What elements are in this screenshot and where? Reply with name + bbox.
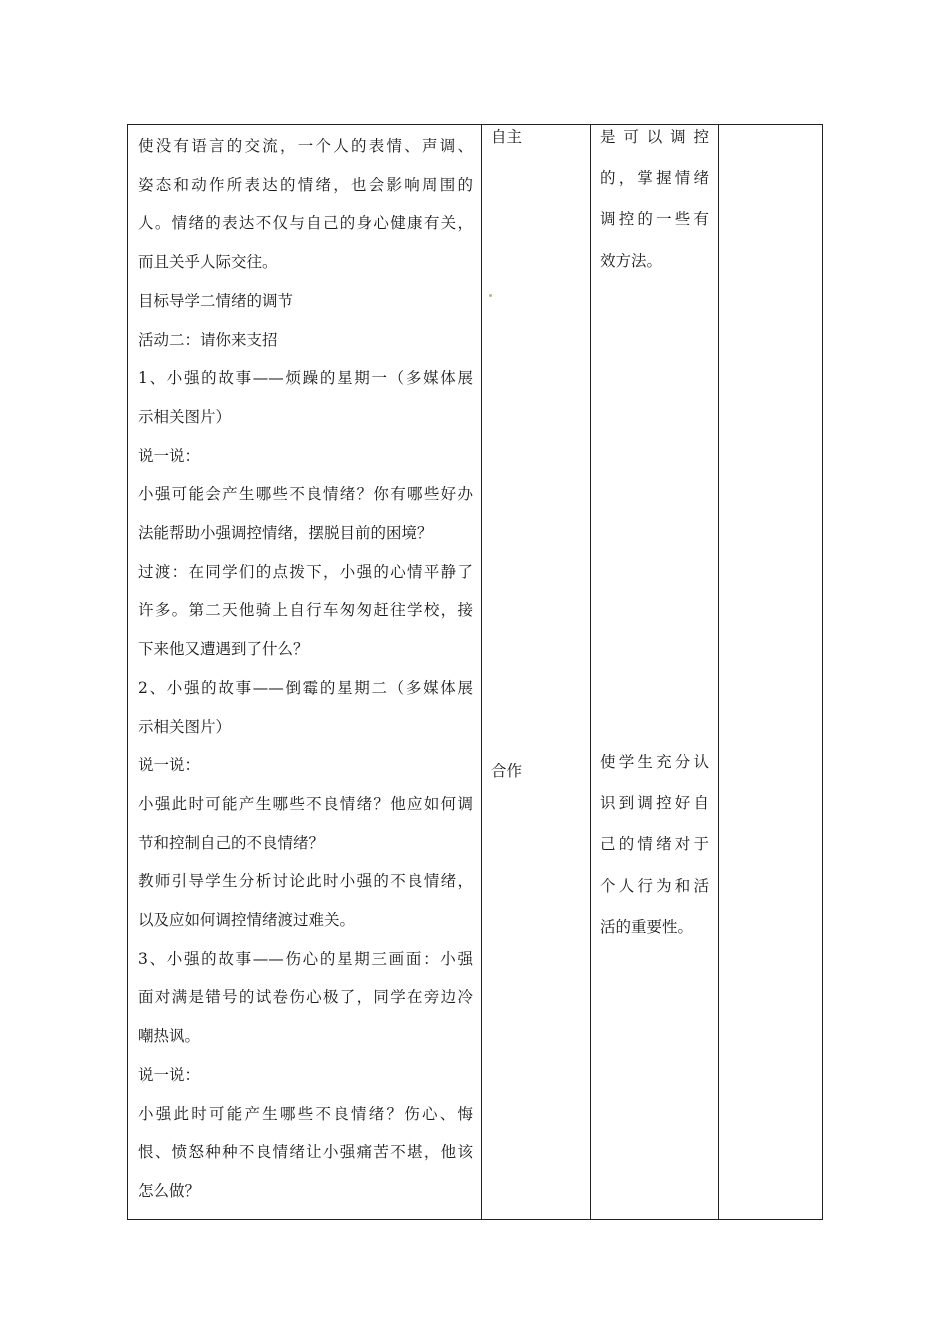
content-line: 教师引导学生分析讨论此时小强的不良情绪， <box>138 872 473 891</box>
stray-mark <box>489 294 492 297</box>
learning-mode-cell <box>482 125 591 1219</box>
content-line: 示相关图片） <box>138 717 232 736</box>
content-line: 恨、愤怒种种不良情绪让小强痛苦不堪，他该 <box>138 1143 473 1162</box>
content-line: 目标导学二情绪的调节 <box>138 291 294 310</box>
intent-line: 是可以调控 <box>600 128 709 146</box>
intent-line: 己的情绪对于 <box>600 835 709 854</box>
content-line: 2、小强的故事——倒霉的星期二（多媒体展 <box>138 678 473 697</box>
content-line: 1、小强的故事——烦躁的星期一（多媒体展 <box>138 369 473 388</box>
content-line: 过渡：在同学们的点拨下，小强的心情平静了 <box>138 562 473 581</box>
intent-line: 效方法。 <box>600 251 663 270</box>
activity-content-cell <box>128 125 482 1219</box>
content-line: 活动二：请你来支招 <box>138 330 278 349</box>
content-line: 法能帮助小强调控情绪，摆脱目前的困境？ <box>138 524 433 543</box>
intent-line: 的，掌握情绪 <box>600 169 709 188</box>
content-line: 小强此时可能产生哪些不良情绪？他应如何调 <box>138 794 473 813</box>
content-line: 说一说： <box>138 756 201 775</box>
content-line: 说一说： <box>138 446 201 465</box>
intent-line: 调控的一些有 <box>600 210 709 229</box>
intent-line: 活的重要性。 <box>600 917 694 936</box>
content-line: 小强可能会产生哪些不良情绪？你有哪些好办 <box>138 485 473 504</box>
content-line: 下来他又遭遇到了什么？ <box>138 640 309 659</box>
design-intent-block-2 <box>600 742 709 948</box>
design-intent-block-1 <box>600 117 709 282</box>
intent-line: 识到调控好自 <box>600 794 709 813</box>
lesson-plan-table <box>127 124 823 1220</box>
design-intent-cell <box>591 125 719 1219</box>
content-line: 节和控制自己的不良情绪？ <box>138 833 325 852</box>
content-line: 说一说： <box>138 1065 201 1084</box>
activity-content-text <box>138 127 473 1211</box>
content-line: 3、小强的故事——伤心的星期三画面：小强 <box>138 949 473 968</box>
notes-cell <box>719 125 824 1219</box>
intent-line: 使学生充分认 <box>600 753 709 771</box>
learning-mode-independent: 自主 <box>491 128 523 146</box>
content-line: 以及应如何调控情绪渡过难关。 <box>138 911 356 930</box>
learning-mode-cooperative: 合作 <box>491 762 523 780</box>
content-line: 姿态和动作所表达的情绪，也会影响周围的 <box>138 175 473 194</box>
content-line: 怎么做？ <box>138 1181 201 1200</box>
content-line: 使没有语言的交流，一个人的表情、声调、 <box>138 137 473 155</box>
content-line: 而且关乎人际交往。 <box>138 253 278 272</box>
content-line: 小强此时可能产生哪些不良情绪？伤心、悔 <box>138 1104 473 1123</box>
content-line: 嘲热讽。 <box>138 1027 201 1046</box>
content-line: 面对满是错号的试卷伤心极了，同学在旁边冷 <box>138 988 473 1007</box>
content-line: 许多。第二天他骑上自行车匆匆赶往学校，接 <box>138 601 473 620</box>
content-line: 人。情绪的表达不仅与自己的身心健康有关， <box>138 214 473 233</box>
intent-line: 个人行为和活 <box>600 876 709 895</box>
content-line: 示相关图片） <box>138 407 232 426</box>
